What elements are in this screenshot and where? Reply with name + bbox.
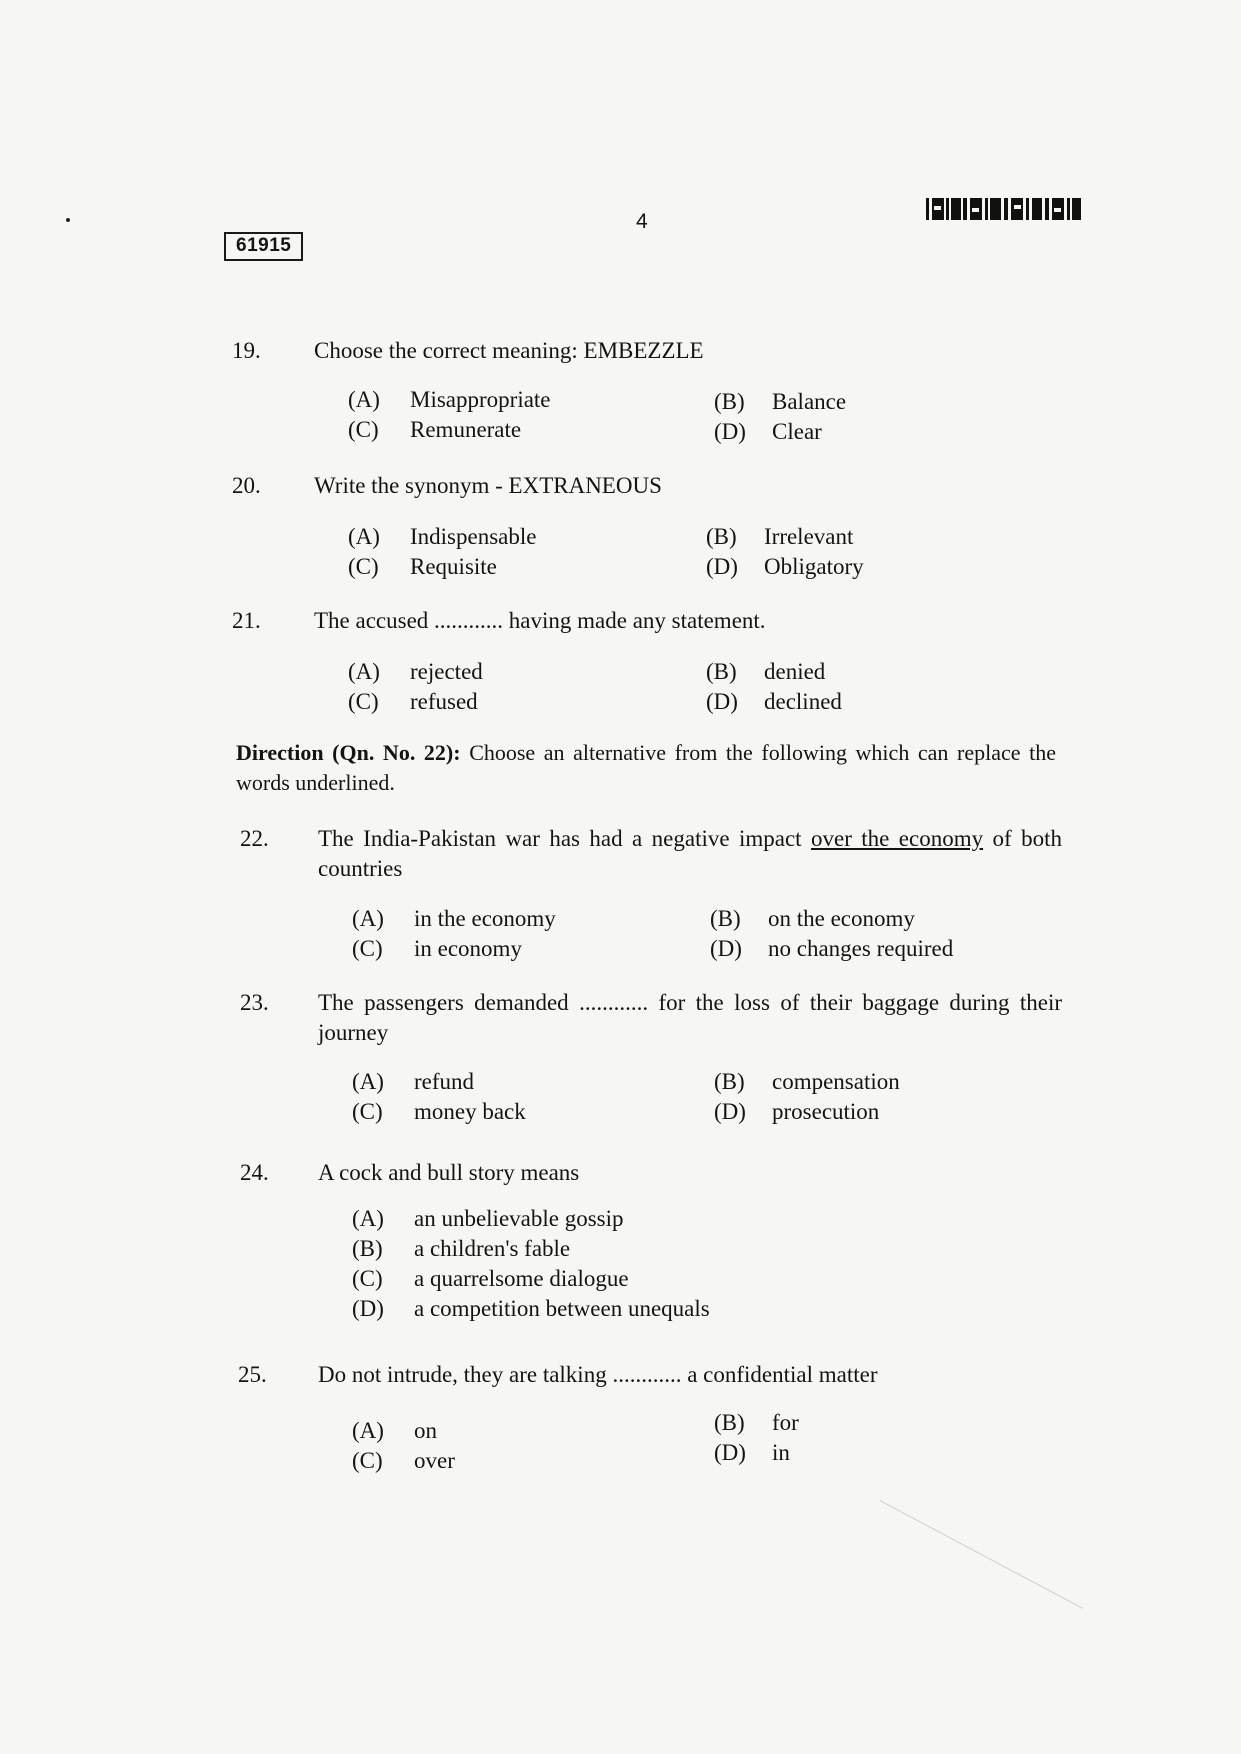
option-text: an unbelievable gossip xyxy=(414,1206,624,1231)
option-text: over xyxy=(414,1448,455,1473)
option-c[interactable] xyxy=(352,1446,455,1476)
question-number: 22. xyxy=(240,826,269,851)
option-label: (A) xyxy=(348,659,380,684)
option-text: Indispensable xyxy=(410,524,537,549)
option-text: Misappropriate xyxy=(410,387,551,412)
question-number: 19. xyxy=(232,338,261,363)
option-c[interactable] xyxy=(352,934,522,964)
option-label: (C) xyxy=(352,1448,383,1473)
option-b[interactable] xyxy=(714,1067,900,1097)
option-text: no changes required xyxy=(768,936,954,961)
underlined-phrase: over the economy xyxy=(810,826,984,851)
option-label: (D) xyxy=(714,1440,746,1465)
barcode-icon xyxy=(926,196,1082,222)
option-d[interactable] xyxy=(714,417,822,447)
question-text: Do not intrude, they are talking ............ a confidential matter xyxy=(318,1362,878,1387)
option-label: (D) xyxy=(706,554,738,579)
option-c[interactable] xyxy=(348,552,497,582)
option-label: (D) xyxy=(714,1099,746,1124)
option-a[interactable] xyxy=(348,522,536,552)
option-label: (A) xyxy=(352,1206,384,1231)
option-d[interactable] xyxy=(714,1097,879,1127)
option-label: (C) xyxy=(348,554,379,579)
option-b[interactable] xyxy=(706,657,825,687)
option-text: in the economy xyxy=(414,906,556,931)
option-a[interactable] xyxy=(352,1204,624,1234)
option-c[interactable] xyxy=(352,1264,629,1294)
option-text: prosecution xyxy=(772,1099,880,1124)
question-text: Choose the correct meaning: EMBEZZLE xyxy=(314,338,704,363)
option-label: (D) xyxy=(352,1296,384,1321)
option-c[interactable] xyxy=(352,1097,526,1127)
option-c[interactable] xyxy=(348,415,521,445)
option-text: on the economy xyxy=(768,906,915,931)
option-label: (B) xyxy=(714,389,745,414)
direction-text: Choose an alternative from the following which can replace the words underlined. xyxy=(236,740,1057,795)
question-text-after: of both countries xyxy=(318,826,1062,881)
option-label: (A) xyxy=(352,1069,384,1094)
question-text: The accused ............ having made any statement. xyxy=(314,608,766,633)
option-text: denied xyxy=(764,659,826,684)
option-a[interactable] xyxy=(352,1416,437,1446)
option-b[interactable] xyxy=(714,1408,799,1438)
option-b[interactable] xyxy=(714,387,846,417)
question-number: 25. xyxy=(238,1362,267,1387)
question-number: 24. xyxy=(240,1160,269,1185)
option-label: (B) xyxy=(706,524,737,549)
option-a[interactable] xyxy=(352,904,556,934)
question-text xyxy=(318,824,1062,884)
option-text: for xyxy=(772,1410,799,1435)
option-label: (B) xyxy=(706,659,737,684)
option-label: (C) xyxy=(352,1266,383,1291)
option-d[interactable] xyxy=(706,552,864,582)
option-d[interactable] xyxy=(714,1438,790,1468)
option-label: (C) xyxy=(348,689,379,714)
option-label: (B) xyxy=(710,906,741,931)
option-label: (D) xyxy=(714,419,746,444)
direction-block xyxy=(236,738,1056,798)
question-text: Write the synonym - EXTRANEOUS xyxy=(314,473,662,498)
option-label: (C) xyxy=(352,1099,383,1124)
option-text: Irrelevant xyxy=(764,524,854,549)
question-number: 21. xyxy=(232,608,261,633)
option-text: money back xyxy=(414,1099,526,1124)
option-label: (A) xyxy=(348,524,380,549)
option-label: (B) xyxy=(352,1236,383,1261)
option-b[interactable] xyxy=(352,1234,570,1264)
option-label: (A) xyxy=(348,387,380,412)
direction-heading: Direction (Qn. No. 22): xyxy=(236,740,461,765)
option-text: Obligatory xyxy=(764,554,864,579)
option-label: (A) xyxy=(352,906,384,931)
option-text: a children's fable xyxy=(414,1236,571,1261)
option-text: on xyxy=(414,1418,437,1443)
question-number: 20. xyxy=(232,473,261,498)
option-text: Clear xyxy=(772,419,822,444)
question-text-before: The India-Pakistan war has had a negative impact xyxy=(318,826,811,851)
option-label: (C) xyxy=(352,936,383,961)
option-b[interactable] xyxy=(706,522,853,552)
option-a[interactable] xyxy=(348,385,551,415)
option-text: compensation xyxy=(772,1069,900,1094)
option-label: (A) xyxy=(352,1418,384,1443)
option-text: rejected xyxy=(410,659,483,684)
option-text: a competition between unequals xyxy=(414,1296,710,1321)
option-d[interactable] xyxy=(352,1294,710,1324)
paper-code-box: 61915 xyxy=(224,232,303,261)
option-label: (D) xyxy=(710,936,742,961)
page-number: 4 xyxy=(636,210,648,233)
option-label: (B) xyxy=(714,1069,745,1094)
scan-speck xyxy=(66,218,70,222)
option-a[interactable] xyxy=(348,657,483,687)
option-text: declined xyxy=(764,689,842,714)
option-text: refused xyxy=(410,689,478,714)
option-text: in xyxy=(772,1440,790,1465)
option-a[interactable] xyxy=(352,1067,474,1097)
option-b[interactable] xyxy=(710,904,915,934)
scan-artifact xyxy=(880,1500,1084,1609)
question-number: 23. xyxy=(240,990,269,1015)
option-text: refund xyxy=(414,1069,475,1094)
question-text: A cock and bull story means xyxy=(318,1160,580,1185)
option-label: (D) xyxy=(706,689,738,714)
option-text: Balance xyxy=(772,389,847,414)
option-text: in economy xyxy=(414,936,522,961)
option-d[interactable] xyxy=(706,687,842,717)
option-text: Remunerate xyxy=(410,417,522,442)
option-label: (B) xyxy=(714,1410,745,1435)
option-text: Requisite xyxy=(410,554,497,579)
question-text: The passengers demanded ............ for the loss of their baggage during their journey xyxy=(318,990,1062,1045)
option-text: a quarrelsome dialogue xyxy=(414,1266,629,1291)
option-c[interactable] xyxy=(348,687,478,717)
option-d[interactable] xyxy=(710,934,953,964)
option-label: (C) xyxy=(348,417,379,442)
